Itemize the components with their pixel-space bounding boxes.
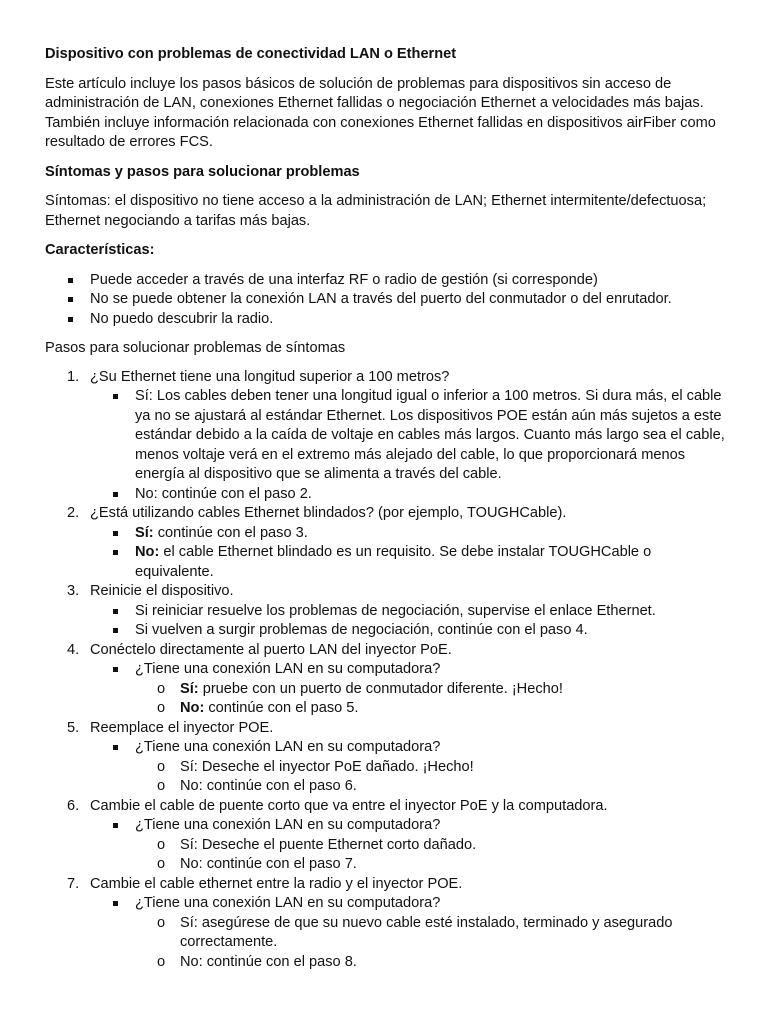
step-sublist — [90, 524, 728, 583]
answer-label: No: — [180, 700, 205, 716]
list-item: Sí: Los cables deben tener una longitud igual o inferior a 100 metros. Si dura más, el cable ya no se ajustará al estándar Ethernet. Los dispositivos POE están aún más sujetos a este estándar debido a la caída de voltaje en cables más largos. Cuanto más largo sea el cable, menos voltaje verá en el extremo más alejado del cable, lo que proporcionará menos energía al dispositivo que se alimenta a través del cable. — [90, 387, 728, 485]
answer-text: No: continúe con el paso 6. — [180, 778, 357, 794]
page-title: Dispositivo con problemas de conectividad LAN o Ethernet — [45, 46, 457, 62]
step-number: 2. — [67, 505, 80, 521]
circle-bullet: o — [157, 953, 166, 970]
step-item — [45, 875, 728, 973]
answer-text: continúe con el paso 3. — [153, 524, 308, 541]
step-text: Reemplace el inyector POE. — [90, 719, 274, 736]
step-number: 7. — [67, 875, 80, 892]
circle-bullet: o — [157, 778, 166, 794]
symptoms-paragraph: Síntomas: el dispositivo no tiene acceso a la administración de LAN; Ethernet intermitente/defectuosa; Ethernet negociando a tarifas más bajas. — [45, 193, 707, 229]
list-item — [135, 953, 728, 973]
step-sublist — [90, 387, 728, 504]
step-item — [45, 797, 728, 875]
answer-text: pruebe con un puerto de conmutador diferente. ¡Hecho! — [198, 680, 563, 697]
step-text: Conéctelo directamente al puerto LAN del inyector PoE. — [90, 641, 452, 658]
characteristics-list — [45, 271, 728, 330]
list-item: Si vuelven a surgir problemas de negociación, continúe con el paso 4. — [90, 621, 728, 641]
step-item — [45, 641, 728, 719]
answer-list — [135, 680, 728, 719]
characteristics-heading: Características: — [45, 242, 155, 258]
list-item: Si reiniciar resuelve los problemas de negociación, supervise el enlace Ethernet. — [90, 602, 728, 622]
circle-bullet: o — [157, 680, 166, 697]
list-item — [90, 738, 728, 797]
step-number: 6. — [67, 797, 80, 814]
lan-question: ¿Tiene una conexión LAN en su computadora? — [135, 817, 441, 833]
list-item: No se puede obtener la conexión LAN a través del puerto del conmutador o del enrutador. — [45, 290, 728, 310]
list-item — [135, 758, 728, 778]
step-number: 3. — [67, 583, 80, 599]
step-sublist — [90, 894, 728, 972]
answer-text: continúe con el paso 5. — [204, 700, 359, 716]
step-item — [45, 582, 728, 641]
answer-list — [135, 758, 728, 797]
answer-list — [135, 836, 728, 875]
step-text: Reinicie el dispositivo. — [90, 583, 234, 599]
answer-text: Sí: Deseche el puente Ethernet corto dañado. — [180, 836, 477, 853]
step-number: 4. — [67, 641, 80, 658]
answer-text: Sí: asegúrese de que su nuevo cable esté instalado, terminado y asegurado correctamente. — [180, 914, 673, 950]
answer-text: No: continúe con el paso 7. — [180, 856, 357, 872]
list-item — [135, 914, 728, 953]
list-item — [90, 816, 728, 875]
step-sublist — [90, 816, 728, 875]
list-item: No puedo descubrir la radio. — [45, 310, 728, 330]
step-text: ¿Está utilizando cables Ethernet blindados? (por ejemplo, TOUGHCable). — [90, 505, 567, 521]
list-item: Puede acceder a través de una interfaz RF o radio de gestión (si corresponde) — [45, 271, 728, 291]
list-item — [135, 836, 728, 856]
step-number: 1. — [67, 368, 80, 385]
lan-question: ¿Tiene una conexión LAN en su computadora? — [135, 895, 441, 911]
circle-bullet: o — [157, 700, 166, 716]
answer-label: No: — [135, 544, 160, 560]
circle-bullet: o — [157, 856, 166, 872]
list-item — [90, 543, 728, 582]
circle-bullet: o — [157, 758, 166, 775]
list-item — [135, 777, 728, 797]
answer-label: Sí: — [135, 524, 154, 541]
list-item — [135, 855, 728, 875]
answer-label: Sí: — [180, 680, 199, 697]
circle-bullet: o — [157, 836, 166, 853]
lan-question: ¿Tiene una conexión LAN en su computadora? — [135, 661, 441, 677]
step-text: Cambie el cable ethernet entre la radio y el inyector POE. — [90, 875, 463, 892]
intro-paragraph: Este artículo incluye los pasos básicos de solución de problemas para dispositivos sin acceso de administración de LAN, conexiones Ethernet fallidas o negociación Ethernet a velocidades más bajas. También incluye información relacionada con conexiones Ethernet fallidas en dispositivos airFiber como resultado de errores FCS. — [45, 75, 716, 150]
symptoms-heading: Síntomas y pasos para solucionar problemas — [45, 163, 360, 180]
answer-list — [135, 914, 728, 973]
steps-list — [45, 368, 728, 973]
step-text: Cambie el cable de puente corto que va entre el inyector PoE y la computadora. — [90, 797, 608, 814]
answer-text: el cable Ethernet blindado es un requisito. Se debe instalar TOUGHCable o equivalente. — [135, 544, 652, 580]
circle-bullet: o — [157, 914, 166, 931]
lan-question: ¿Tiene una conexión LAN en su computadora? — [135, 739, 441, 755]
step-item — [45, 368, 728, 505]
step-sublist — [90, 602, 728, 641]
list-item — [90, 894, 728, 972]
steps-heading: Pasos para solucionar problemas de síntomas — [45, 340, 346, 356]
list-item — [90, 660, 728, 719]
list-item — [90, 524, 728, 544]
list-item — [135, 699, 728, 719]
step-text: ¿Su Ethernet tiene una longitud superior a 100 metros? — [90, 368, 450, 385]
step-item — [45, 719, 728, 797]
step-number: 5. — [67, 719, 80, 736]
answer-text: Sí: Deseche el inyector PoE dañado. ¡Hecho! — [180, 758, 474, 775]
step-sublist — [90, 660, 728, 719]
list-item — [135, 680, 728, 700]
list-item: No: continúe con el paso 2. — [90, 485, 728, 505]
step-sublist — [90, 738, 728, 797]
answer-text: No: continúe con el paso 8. — [180, 953, 357, 970]
step-item — [45, 504, 728, 582]
